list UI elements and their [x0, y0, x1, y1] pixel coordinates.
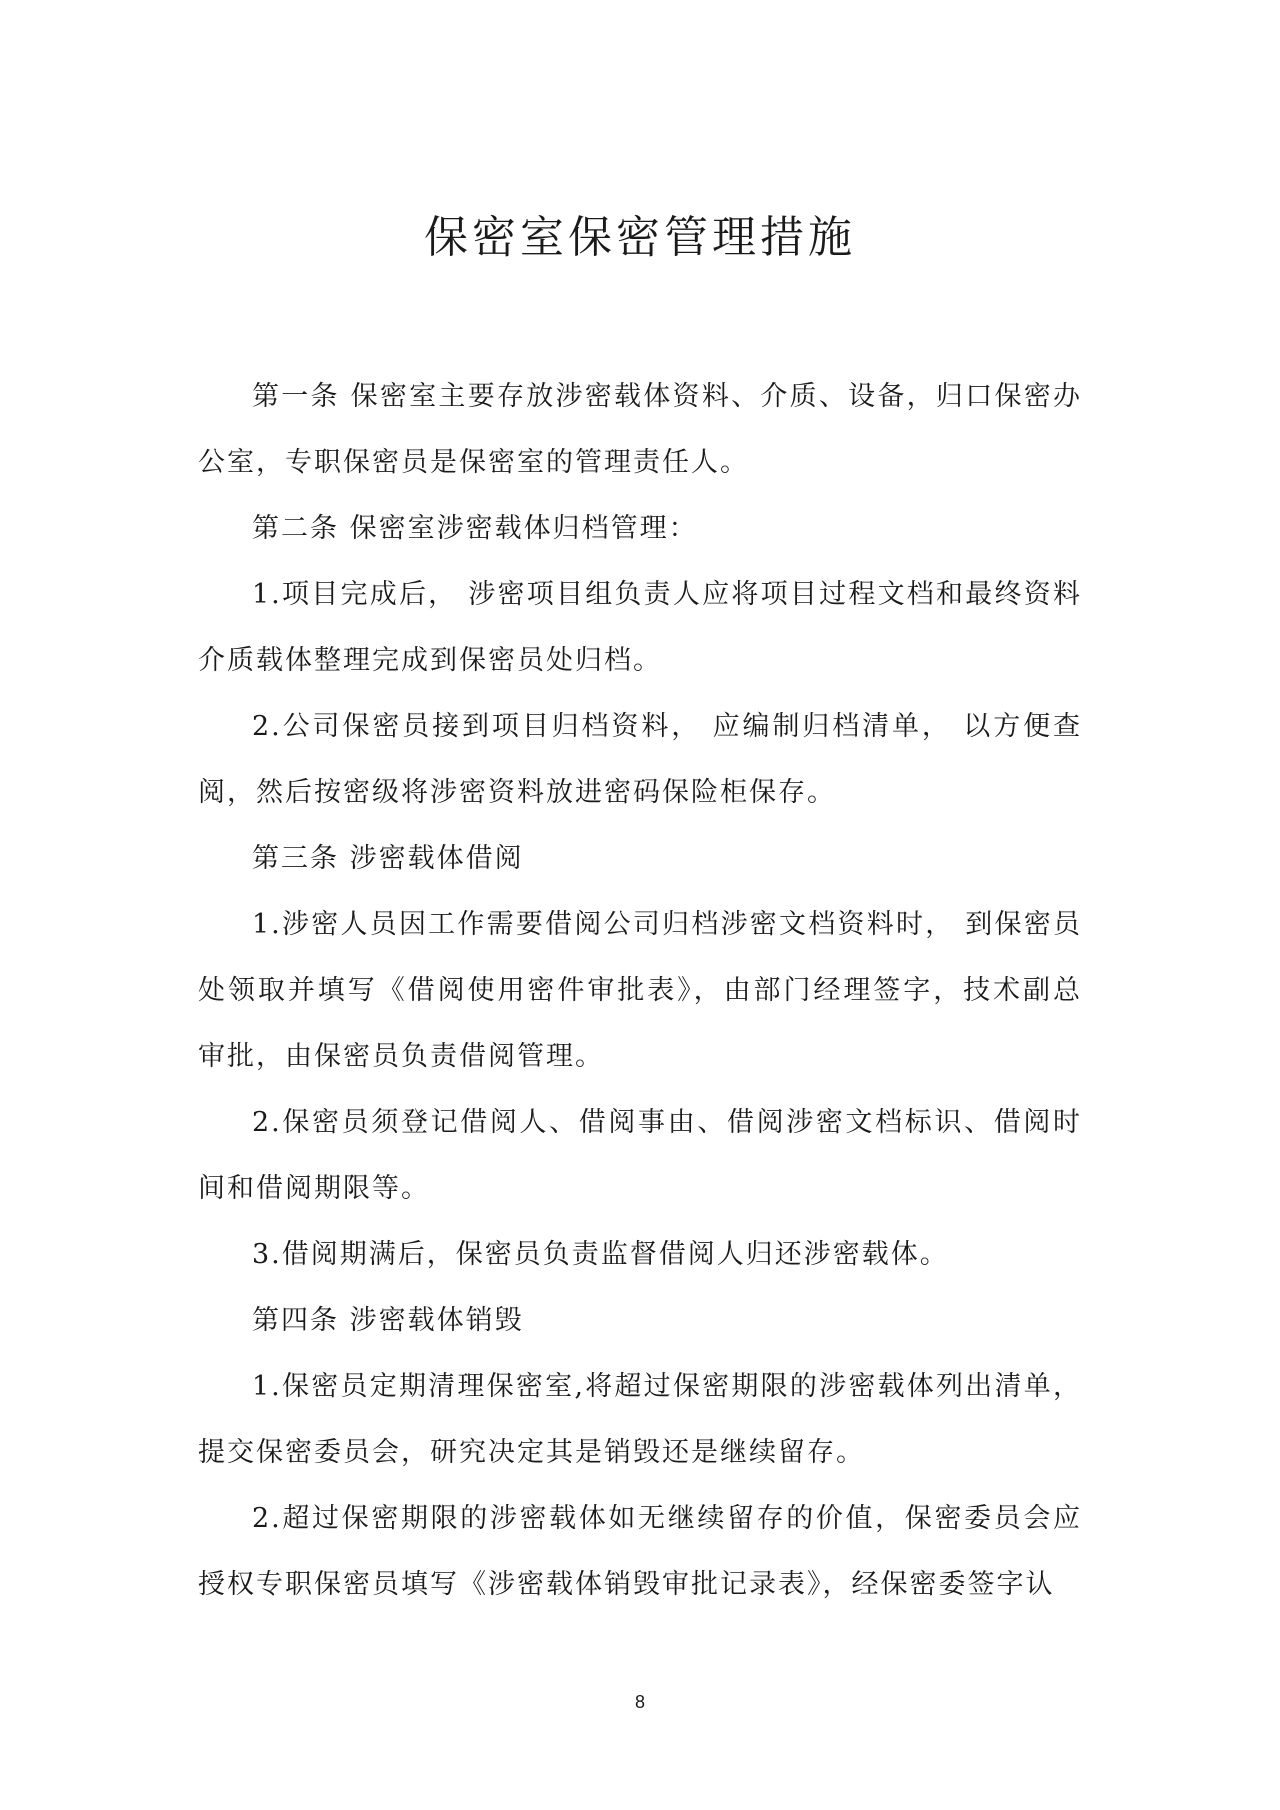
paragraph-article-1: 第一条 保密室主要存放涉密载体资料、介质、设备，归口保密办公室，专职保密员是保密室的管理责任人。: [198, 381, 1082, 478]
document-body: [198, 364, 1082, 1618]
page-number: 8: [634, 1692, 645, 1712]
page-title: 保密室保密管理措施: [424, 212, 856, 263]
paragraph-article-4-item-1: 1.保密员定期清理保密室,将超过保密期限的涉密载体列出清单， 提交保密委员会，研究决定其是销毁还是继续留存。: [198, 1371, 1082, 1468]
paragraph-article-2-item-2: 2.公司保密员接到项目归档资料， 应编制归档清单， 以方便查阅，然后按密级将涉密资料放进密码保险柜保存。: [198, 711, 1082, 808]
paragraph-article-2: 第二条 保密室涉密载体归档管理：: [252, 513, 698, 544]
paragraph-article-4: 第四条 涉密载体销毁: [252, 1305, 524, 1336]
paragraph-article-3-item-2: 2.保密员须登记借阅人、借阅事由、借阅涉密文档标识、借阅时间和借阅期限等。: [198, 1107, 1082, 1204]
paragraph-article-2-item-1: 1.项目完成后， 涉密项目组负责人应将项目过程文档和最终资料介质载体整理完成到保密员处归档。: [198, 579, 1082, 676]
paragraph-article-3-item-1: 1.涉密人员因工作需要借阅公司归档涉密文档资料时， 到保密员处领取并填写《借阅使用密件审批表》，由部门经理签字，技术副总审批，由保密员负责借阅管理。: [198, 909, 1082, 1072]
paragraph-article-4-item-2: 2.超过保密期限的涉密载体如无继续留存的价值，保密委员会应授权专职保密员填写《涉密载体销毁审批记录表》，经保密委签字认: [198, 1503, 1082, 1600]
paragraph-article-3-item-3: 3.借阅期满后，保密员负责监督借阅人归还涉密载体。: [252, 1239, 949, 1270]
paragraph-article-3: 第三条 涉密载体借阅: [252, 843, 524, 874]
